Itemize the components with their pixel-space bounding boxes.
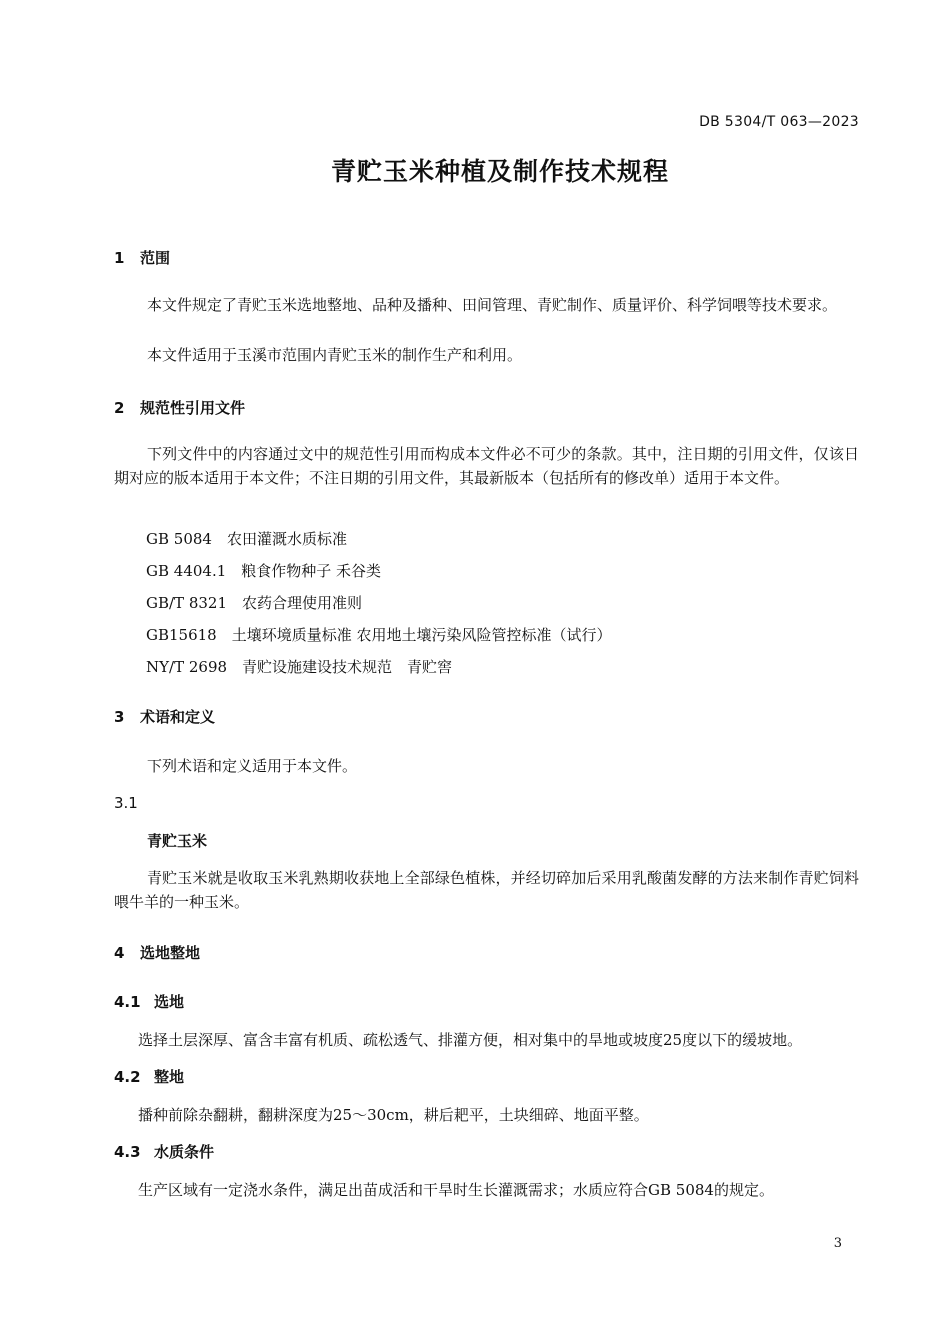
subsection-title: 整地 [154, 1068, 185, 1086]
page-number: 3 [833, 1236, 842, 1251]
subsection-4-2-text: 播种前除杂翻耕，翻耕深度为25～30cm，耕后耙平，土块细碎、地面平整。 [138, 1106, 649, 1124]
section-1-paragraph-1: 本文件规定了青贮玉米选地整地、品种及播种、田间管理、青贮制作、质量评价、科学饲喂等技术要求。 [147, 296, 838, 314]
section-number: 2 [114, 399, 125, 417]
subsection-number: 4.1 [114, 993, 141, 1011]
section-number: 4 [114, 944, 125, 962]
subsection-4-1-text: 选择土层深厚、富含丰富有机质、疏松透气、排灌方便，相对集中的旱地或坡度25度以下的缓坡地。 [138, 1031, 803, 1049]
section-title: 范围 [140, 249, 171, 267]
term-number: 3.1 [114, 794, 138, 812]
subsection-4-2-heading [114, 1066, 184, 1087]
section-title: 选地整地 [140, 944, 201, 962]
term-definition: 青贮玉米就是收取玉米乳熟期收获地上全部绿色植株，并经切碎加后采用乳酸菌发酵的方法来制作青贮饲料喂牛羊的一种玉米。 [114, 869, 859, 911]
section-number: 3 [114, 708, 125, 726]
section-title: 规范性引用文件 [140, 399, 246, 417]
section-1-heading [114, 247, 170, 268]
subsection-number: 4.3 [114, 1143, 141, 1161]
document-code: DB 5304/T 063—2023 [699, 114, 859, 130]
reference-item: GB 5084 农田灌溉水质标准 [146, 530, 347, 548]
section-1-paragraph-2: 本文件适用于玉溪市范围内青贮玉米的制作生产和利用。 [147, 346, 523, 364]
reference-item: NY/T 2698 青贮设施建设技术规范 青贮窖 [146, 658, 453, 676]
section-3-paragraph-1: 下列术语和定义适用于本文件。 [147, 757, 358, 775]
subsection-4-3-text: 生产区域有一定浇水条件，满足出苗成活和干旱时生长灌溉需求；水质应符合GB 5084的规定。 [138, 1181, 774, 1199]
document-title: 青贮玉米种植及制作技术规程 [330, 157, 669, 186]
section-4-heading [114, 942, 200, 963]
reference-item: GB 4404.1 粮食作物种子 禾谷类 [146, 562, 382, 580]
subsection-4-3-heading [114, 1141, 214, 1162]
subsection-title: 水质条件 [154, 1143, 215, 1161]
term-name: 青贮玉米 [147, 832, 208, 850]
reference-item: GB/T 8321 农药合理使用准则 [146, 594, 363, 612]
subsection-title: 选地 [154, 993, 185, 1011]
reference-item: GB15618 土壤环境质量标准 农用地土壤污染风险管控标准（试行） [146, 626, 612, 644]
section-2-paragraph-1: 下列文件中的内容通过文中的规范性引用而构成本文件必不可少的条款。其中，注日期的引用文件，仅该日期对应的版本适用于本文件；不注日期的引用文件，其最新版本（包括所有的修改单）适用于本文件。 [114, 445, 859, 487]
section-title: 术语和定义 [140, 708, 216, 726]
subsection-number: 4.2 [114, 1068, 141, 1086]
section-number: 1 [114, 249, 125, 267]
section-2-heading [114, 397, 245, 418]
section-3-heading [114, 706, 215, 727]
subsection-4-1-heading [114, 991, 184, 1012]
